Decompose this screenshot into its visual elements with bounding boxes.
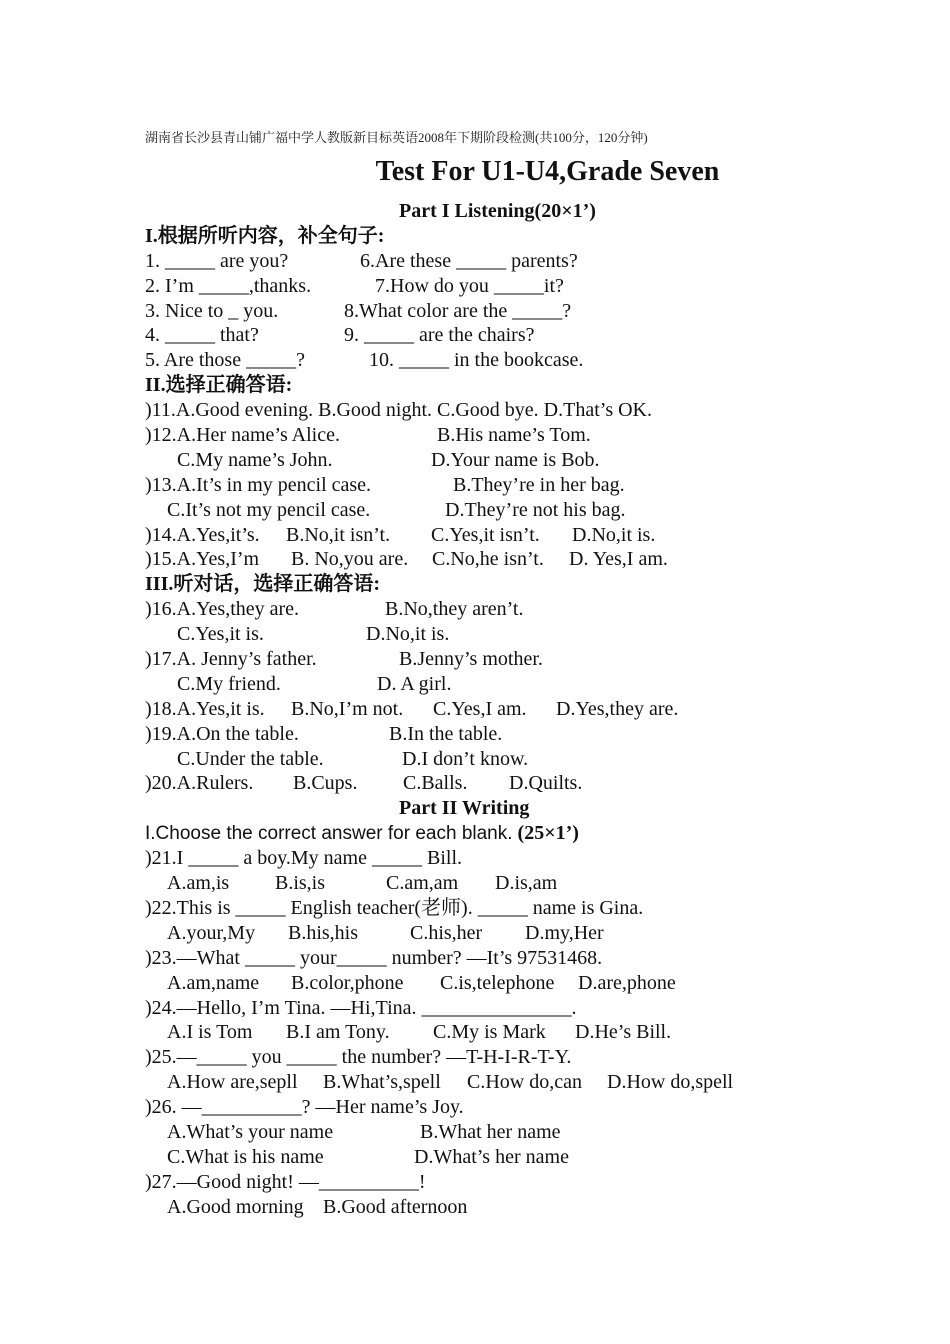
- question-row: [145, 672, 925, 697]
- question-row: [145, 722, 925, 747]
- part1-heading: Part I Listening(20×1’): [399, 200, 596, 222]
- question-15-option-b: B. No,you are.: [291, 548, 409, 571]
- question-12-option-d: D.Your name is Bob.: [431, 448, 600, 471]
- question-24-option-c: C.My is Mark: [433, 1021, 546, 1044]
- section2-heading-line: [145, 373, 925, 398]
- question-27: )27.—Good night! —__________!: [145, 1170, 426, 1193]
- question-14-option-d: D.No,it is.: [572, 523, 656, 546]
- page-title: Test For U1-U4,Grade Seven: [375, 156, 720, 187]
- question-22-option-c: C.his,her: [410, 921, 483, 944]
- question-21-option-d: D.is,am: [495, 872, 558, 895]
- question-row: [145, 946, 925, 971]
- question-row: [145, 996, 925, 1021]
- question-18-option-a: )18.A.Yes,it is.: [145, 697, 265, 720]
- part2-heading-line: [145, 796, 925, 821]
- question-20-option-c: C.Balls.: [403, 772, 468, 795]
- question-17-option-c: C.My friend.: [177, 672, 281, 695]
- question-4: 4. _____ that?: [145, 324, 259, 347]
- question-13-option-a: )13.A.It’s in my pencil case.: [145, 473, 372, 496]
- question-10: 10. _____ in the bookcase.: [369, 349, 584, 372]
- question-row: [145, 1020, 925, 1045]
- question-25: )25.—_____ you _____ the number? —T-H-I-R-T-Y.: [145, 1046, 572, 1069]
- question-24-option-b: B.I am Tony.: [286, 1021, 390, 1044]
- question-18-option-c: C.Yes,I am.: [433, 697, 527, 720]
- question-17-option-d: D. A girl.: [377, 672, 452, 695]
- question-16-option-b: B.No,they aren’t.: [385, 598, 524, 621]
- section3-heading: III.听对话，选择正确答语:: [145, 573, 381, 596]
- question-20-option-d: D.Quilts.: [509, 772, 583, 795]
- question-25-option-d: D.How do,spell: [607, 1071, 734, 1094]
- question-21: )21.I _____ a boy.My name _____ Bill.: [145, 847, 463, 870]
- section3-heading-line: [145, 572, 925, 597]
- question-20-option-b: B.Cups.: [293, 772, 358, 795]
- question-15-option-a: )15.A.Yes,I’m: [145, 548, 260, 571]
- question-16-option-d: D.No,it is.: [366, 623, 450, 646]
- question-row: [145, 1170, 925, 1195]
- question-24-option-a: A.I is Tom: [167, 1021, 253, 1044]
- exam-header: 湖南省长沙县青山铺广福中学人教版新目标英语2008年下期阶段检测(共100分，120分钟): [145, 130, 648, 145]
- question-26-option-d: D.What’s her name: [414, 1145, 569, 1168]
- question-7: 7.How do you _____it?: [375, 274, 564, 297]
- question-15-option-c: C.No,he isn’t.: [432, 548, 544, 571]
- question-row: [145, 747, 925, 772]
- part2-section1-score: (25×1’): [517, 822, 579, 845]
- question-22: )22.This is _____ English teacher(老师). _____ name is Gina.: [145, 896, 644, 919]
- question-23-option-a: A.am,name: [167, 971, 260, 994]
- question-27-option-b: B.Good afternoon: [323, 1195, 468, 1218]
- question-row: [145, 597, 925, 622]
- question-24: )24.—Hello, I’m Tina. —Hi,Tina. _______________.: [145, 996, 577, 1019]
- question-row: [145, 921, 925, 946]
- question-row: [145, 971, 925, 996]
- question-12-option-a: )12.A.Her name’s Alice.: [145, 424, 340, 447]
- part2-section1-heading-text: I.Choose the correct answer for each blank.: [145, 823, 513, 845]
- question-23: )23.—What _____ your_____ number? —It’s 97531468.: [145, 946, 603, 969]
- question-row: [145, 1070, 925, 1095]
- question-row: [145, 1145, 925, 1170]
- question-row: [145, 323, 925, 348]
- question-15-option-d: D. Yes,I am.: [569, 548, 668, 571]
- question-row: [145, 448, 925, 473]
- question-13-option-d: D.They’re not his bag.: [445, 498, 626, 521]
- question-row: [145, 1045, 925, 1070]
- question-row: [145, 697, 925, 722]
- question-23-option-d: D.are,phone: [578, 971, 676, 994]
- question-row: [145, 846, 925, 871]
- question-row: [145, 473, 925, 498]
- question-row: [145, 398, 925, 423]
- question-16-option-a: )16.A.Yes,they are.: [145, 598, 300, 621]
- question-20-option-a: )20.A.Rulers.: [145, 772, 254, 795]
- question-27-option-a: A.Good morning: [167, 1195, 304, 1218]
- question-21-option-c: C.am,am: [386, 872, 459, 895]
- question-26: )26. —__________? —Her name’s Joy.: [145, 1096, 464, 1119]
- question-6: 6.Are these _____ parents?: [360, 249, 578, 272]
- question-17-option-a: )17.A. Jenny’s father.: [145, 648, 317, 671]
- question-row: [145, 348, 925, 373]
- question-26-option-c: C.What is his name: [167, 1145, 324, 1168]
- question-14-option-c: C.Yes,it isn’t.: [431, 523, 540, 546]
- question-row: [145, 1195, 925, 1220]
- question-9: 9. _____ are the chairs?: [344, 324, 535, 347]
- question-14-option-b: B.No,it isn’t.: [286, 523, 391, 546]
- question-14-option-a: )14.A.Yes,it’s.: [145, 523, 260, 546]
- question-row: [145, 498, 925, 523]
- part2-heading: Part II Writing: [399, 797, 530, 820]
- part2-section1-heading: [145, 821, 579, 847]
- question-23-option-c: C.is,telephone: [440, 971, 555, 994]
- section1-heading-line: [145, 224, 925, 249]
- exam-content: [145, 199, 925, 1220]
- question-row: [145, 274, 925, 299]
- question-row: [145, 647, 925, 672]
- question-24-option-d: D.He’s Bill.: [575, 1021, 672, 1044]
- question-18-option-b: B.No,I’m not.: [291, 697, 404, 720]
- question-12-option-c: C.My name’s John.: [177, 448, 333, 471]
- part2-section1-heading-line: [145, 821, 925, 846]
- question-3: 3. Nice to _ you.: [145, 299, 279, 322]
- question-row: [145, 622, 925, 647]
- question-25-option-b: B.What’s,spell: [323, 1071, 441, 1094]
- question-19-option-a: )19.A.On the table.: [145, 722, 299, 745]
- question-25-option-a: A.How are,sepll: [167, 1071, 298, 1094]
- question-19-option-c: C.Under the table.: [177, 747, 324, 770]
- question-row: [145, 1120, 925, 1145]
- question-1: 1. _____ are you?: [145, 249, 289, 272]
- part1-heading-line: [145, 199, 925, 224]
- section1-heading: I.根据所听内容，补全句子:: [145, 224, 385, 247]
- question-19-option-d: D.I don’t know.: [402, 747, 529, 770]
- question-21-option-b: B.is,is: [275, 872, 326, 895]
- question-row: [145, 423, 925, 448]
- question-26-option-b: B.What her name: [420, 1120, 561, 1143]
- question-26-option-a: A.What’s your name: [167, 1120, 334, 1143]
- question-row: [145, 1095, 925, 1120]
- question-2: 2. I’m _____,thanks.: [145, 274, 312, 297]
- question-12-option-b: B.His name’s Tom.: [437, 424, 591, 447]
- question-22-option-a: A.your,My: [167, 921, 256, 944]
- question-row: [145, 523, 925, 548]
- question-13-option-b: B.They’re in her bag.: [453, 473, 625, 496]
- question-25-option-c: C.How do,can: [467, 1071, 582, 1094]
- question-22-option-b: B.his,his: [288, 921, 359, 944]
- question-13-option-c: C.It’s not my pencil case.: [167, 498, 371, 521]
- question-18-option-d: D.Yes,they are.: [556, 697, 679, 720]
- question-11: )11.A.Good evening. B.Good night. C.Good bye. D.That’s OK.: [145, 399, 652, 422]
- question-23-option-b: B.color,phone: [291, 971, 404, 994]
- question-row: [145, 771, 925, 796]
- question-21-option-a: A.am,is: [167, 872, 230, 895]
- question-17-option-b: B.Jenny’s mother.: [399, 648, 543, 671]
- question-row: [145, 871, 925, 896]
- question-5: 5. Are those _____?: [145, 349, 305, 372]
- question-8: 8.What color are the _____?: [344, 299, 572, 322]
- question-row: [145, 299, 925, 324]
- question-row: [145, 547, 925, 572]
- question-16-option-c: C.Yes,it is.: [177, 623, 264, 646]
- question-22-option-d: D.my,Her: [525, 921, 604, 944]
- section2-heading: II.选择正确答语:: [145, 374, 293, 397]
- question-19-option-b: B.In the table.: [389, 722, 503, 745]
- question-row: [145, 249, 925, 274]
- question-row: [145, 896, 925, 921]
